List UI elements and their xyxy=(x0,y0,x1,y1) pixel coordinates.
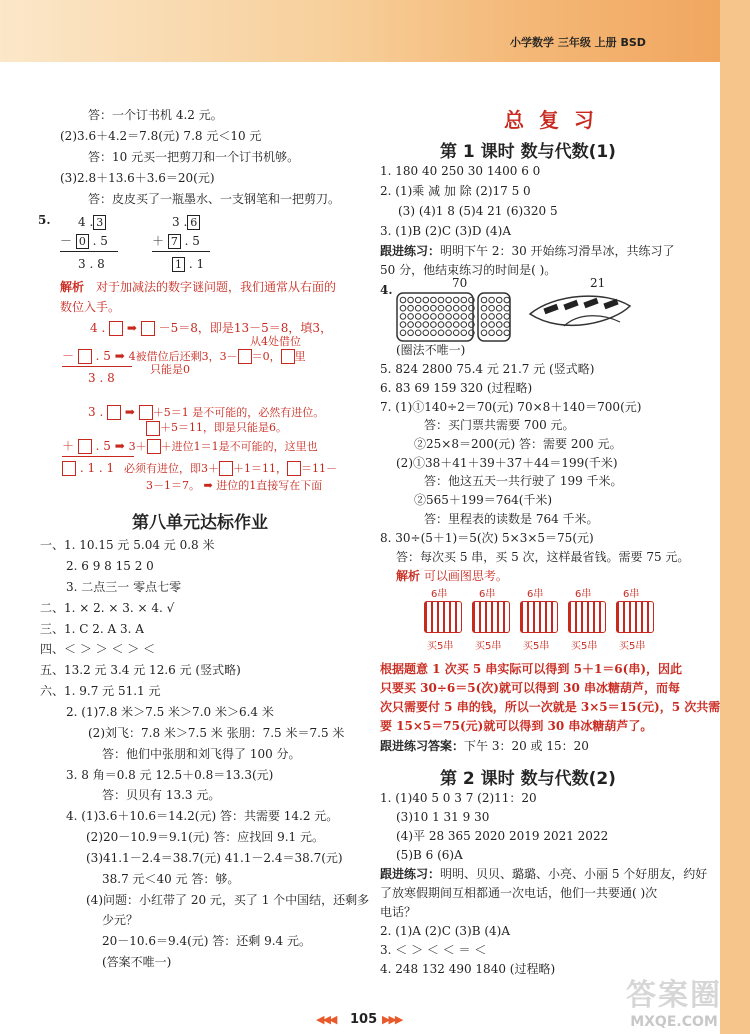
dot xyxy=(489,314,495,320)
answer-line: (4)平 28 365 2020 2019 2021 2022 xyxy=(396,829,609,843)
dot xyxy=(496,314,502,320)
dot xyxy=(431,330,437,336)
digit: 5 xyxy=(100,234,108,248)
blank-box xyxy=(109,321,123,336)
dot xyxy=(423,330,429,336)
dot xyxy=(453,314,459,320)
blank-box xyxy=(219,461,233,476)
analysis-text: 对于加减法的数字谜问题，我们通常从右面的 xyxy=(96,280,337,294)
note-text: 3＋ xyxy=(128,440,147,453)
dot xyxy=(504,314,510,320)
page-number: 105 xyxy=(350,1012,378,1027)
answer-line: (3) (4)1 8 (5)4 21 (6)320 5 xyxy=(398,204,558,218)
skewer-group xyxy=(470,585,510,657)
analysis-label: 解析 xyxy=(60,280,85,294)
note-text: 进位的1直接写在下面 xyxy=(216,479,323,492)
prev-arrow-icon: ◀◀◀ xyxy=(316,1013,336,1026)
skewer-label: 买5串 xyxy=(523,641,550,652)
follow-text: 明明下午 2：30 开始练习滑旱冰，共练习了 xyxy=(440,244,675,258)
dot xyxy=(453,322,459,328)
answer-box: 6 xyxy=(187,215,200,230)
note-text: ＋5＝1 是不可能的，必然有进位。 xyxy=(152,406,325,419)
blank-box xyxy=(141,321,155,336)
digit: 3 xyxy=(78,257,86,271)
answer-line: 三、1. C 2. A 3. A xyxy=(40,622,144,636)
dot xyxy=(461,305,467,311)
dot xyxy=(400,330,406,336)
skewer-label: 买5串 xyxy=(619,641,646,652)
dot xyxy=(453,305,459,311)
answer-line: 7. (1)①140÷2＝70(元) 70×8＋140＝700(元) xyxy=(380,400,642,414)
dot xyxy=(489,297,495,303)
note-text: ＋进位1＝1是不可能的，这里也 xyxy=(160,440,318,453)
skewer-label: 6串 xyxy=(527,589,544,600)
dot xyxy=(415,297,421,303)
dot xyxy=(453,330,459,336)
dot xyxy=(408,305,414,311)
answer-line: 3. 二点三一 零点七零 xyxy=(66,580,182,594)
explain-line: 次只需要付 5 串的钱，所以一次就是 3×5＝15(元)，5 次共需 xyxy=(380,700,721,714)
answer-line: (3)41.1－2.4＝38.7(元) 41.1－2.4＝38.7(元) xyxy=(86,851,343,865)
answer-box: 1 xyxy=(172,257,185,272)
blank-box xyxy=(139,405,153,420)
sum-line xyxy=(62,366,132,367)
skewer-bundle xyxy=(424,601,462,633)
answer-line: ②565＋199＝764(千米) xyxy=(414,493,553,507)
skewer-label: 买5串 xyxy=(571,641,598,652)
note-text: ＝0， xyxy=(251,350,281,363)
dot xyxy=(461,297,467,303)
dot xyxy=(431,322,437,328)
follow-text: 明明、贝贝、璐璐、小亮、小丽 5 个好朋友，约好 xyxy=(440,867,708,881)
question-number: 5. xyxy=(38,213,51,227)
sum-line xyxy=(152,251,210,252)
dot xyxy=(438,305,444,311)
skewer-bundle xyxy=(616,601,654,633)
follow-text: 了放寒假期间互相都通一次电话，他们一共要通( )次 xyxy=(380,886,658,900)
answer-line: 2. (1)7.8 米＞7.5 米＞7.0 米＞6.4 米 xyxy=(66,705,274,719)
dot xyxy=(461,314,467,320)
dot xyxy=(496,322,502,328)
dot xyxy=(423,322,429,328)
answer-box: 0 xyxy=(76,234,89,249)
note-text: (圈法不唯一) xyxy=(396,343,466,357)
dot xyxy=(431,314,437,320)
book-tag: 小学数学 三年级 上册 BSD xyxy=(510,36,646,49)
dot xyxy=(489,330,495,336)
skewer-group xyxy=(566,585,606,657)
analysis-text: 可以画图思考。 xyxy=(423,569,508,583)
note-text: 从4处借位 xyxy=(250,335,301,348)
dot xyxy=(400,305,406,311)
blank-box xyxy=(62,461,76,476)
answer-line: 答：每次买 5 串，买 5 次，这样最省钱。需要 75 元。 xyxy=(396,550,690,564)
answer-line: 答：他这五天一共行驶了 199 千米。 xyxy=(424,474,623,488)
arrow-icon: ➡ xyxy=(124,405,135,419)
blank-box xyxy=(238,349,252,364)
arrow-icon: ➡ xyxy=(126,321,137,335)
explain-line: 要 15×5＝75(元)就可以得到 30 串冰糖葫芦了。 xyxy=(380,719,653,733)
answer-line: (2)①38＋41＋39＋37＋44＝199(千米) xyxy=(396,456,618,470)
answer-line: 答：贝贝有 13.3 元。 xyxy=(102,788,221,802)
dot xyxy=(453,297,459,303)
dot xyxy=(408,330,414,336)
answer-line: 38.7 元＜40 元 答：够。 xyxy=(102,872,240,886)
figure-number: 21 xyxy=(590,276,606,290)
answer-box: 7 xyxy=(168,234,181,249)
explain-line: 根据题意 1 次买 5 串实际可以得到 5＋1＝6(串)，因此 xyxy=(380,662,682,676)
text-line: (2)3.6＋4.2＝7.8(元) 7.8 元＜10 元 xyxy=(60,129,262,143)
answer-line: 8. 30÷(5＋1)＝5(次) 5×3×5＝75(元) xyxy=(380,531,594,545)
blank-box xyxy=(281,349,295,364)
digit: 8 xyxy=(97,257,105,271)
text-line: 答：一个订书机 4.2 元。 xyxy=(88,108,223,122)
answer-line: (2)刘飞：7.8 米＞7.5 米 张朋：7.5 米＝7.5 米 xyxy=(88,726,345,740)
dot xyxy=(438,322,444,328)
sign: － xyxy=(60,234,73,248)
dot xyxy=(481,297,487,303)
follow-text: 电话？ xyxy=(380,905,417,919)
dot xyxy=(496,330,502,336)
answer-line: (答案不唯一) xyxy=(102,955,172,969)
dot xyxy=(496,305,502,311)
follow-label: 跟进练习答案： xyxy=(380,739,465,753)
skewer-group xyxy=(518,585,558,657)
follow-text: 50 分，他结束练习的时间是( )。 xyxy=(380,263,557,277)
answer-line: (2)20－10.9＝9.1(元) 答：应找回 9.1 元。 xyxy=(86,830,324,844)
skewer-group xyxy=(422,585,462,657)
unit-title: 第八单元达标作业 xyxy=(132,513,268,533)
dot xyxy=(415,305,421,311)
sign: ＋ xyxy=(152,234,165,248)
note-text: ＝11－ xyxy=(300,462,337,475)
skewer-label: 6串 xyxy=(575,589,592,600)
answer-line: 2. (1)乘 减 加 除 (2)17 5 0 xyxy=(380,184,531,198)
dot xyxy=(446,322,452,328)
dot-grid-figure xyxy=(396,292,512,342)
dot xyxy=(415,314,421,320)
skewer-bundle xyxy=(568,601,606,633)
dot xyxy=(481,330,487,336)
answer-line: 6. 83 69 159 320 (过程略) xyxy=(380,381,533,395)
answer-line: (5)B 6 (6)A xyxy=(396,848,463,862)
follow-label: 跟进练习： xyxy=(380,867,441,881)
answer-line: 答：买门票共需要 700 元。 xyxy=(424,418,575,432)
skewer-label: 6串 xyxy=(479,589,496,600)
answer-line: 四、＜ ＞ ＞ ＜ ＞ ＜ xyxy=(40,642,156,656)
note-text: 4被借位后还剩3，3－ xyxy=(128,350,238,363)
blank-box xyxy=(287,461,301,476)
answer-line: 2. 6 9 8 15 2 0 xyxy=(66,559,154,573)
skewer-label: 6串 xyxy=(623,589,640,600)
watermark: 答案圈 MXQE.COM xyxy=(626,978,722,1030)
answer-line: 20－10.6＝9.4(元) 答：还剩 9.4 元。 xyxy=(102,934,311,948)
blank-box xyxy=(78,439,92,454)
blank-box xyxy=(107,405,121,420)
arrow-icon: ➡ xyxy=(114,349,125,363)
answer-line: (3)10 1 31 9 30 xyxy=(396,810,490,824)
answer-line: ②25×8＝200(元) 答：需要 200 元。 xyxy=(414,437,622,451)
digit: 1 xyxy=(196,257,205,271)
digit: 4 xyxy=(78,215,86,229)
dot xyxy=(400,322,406,328)
dot xyxy=(446,297,452,303)
dot xyxy=(423,314,429,320)
dot xyxy=(504,297,510,303)
note-text: 只能是0 xyxy=(150,363,190,376)
dot xyxy=(504,305,510,311)
answer-line: 4. 248 132 490 1840 (过程略) xyxy=(380,962,556,976)
answer-line: 少元？ xyxy=(102,913,139,927)
answer-line: 六、1. 9.7 元 51.1 元 xyxy=(40,684,161,698)
answer-line: (4)问题：小红带了 20 元，买了 1 个中国结，还剩多 xyxy=(86,893,370,907)
dot xyxy=(446,305,452,311)
dot xyxy=(400,297,406,303)
note-text: 里 xyxy=(294,350,306,363)
note-text: －5＝8，即是13－5＝8，填3， xyxy=(158,321,333,335)
dot xyxy=(446,314,452,320)
blank-box xyxy=(146,421,160,436)
text-line: (3)2.8＋13.6＋3.6＝20(元) xyxy=(60,171,215,185)
dot xyxy=(446,330,452,336)
answer-line: 1. (1)40 5 0 3 7 (2)11：20 xyxy=(380,791,537,805)
sum-line xyxy=(62,456,134,457)
skewer-group xyxy=(614,585,654,657)
dot xyxy=(496,297,502,303)
dot xyxy=(408,297,414,303)
section-title: 总 复 习 xyxy=(504,108,598,132)
analysis-text: 数位入手。 xyxy=(60,300,121,314)
dot xyxy=(408,314,414,320)
lesson-title: 第 2 课时 数与代数(2) xyxy=(440,769,616,789)
answer-line: 答：他们中张朋和刘飞得了 100 分。 xyxy=(102,747,301,761)
figure-number: 70 xyxy=(452,276,468,290)
answer-line: 5. 824 2800 75.4 元 21.7 元 (竖式略) xyxy=(380,362,595,376)
answer-line: 一、1. 10.15 元 5.04 元 0.8 米 xyxy=(40,538,215,552)
dot xyxy=(415,330,421,336)
next-arrow-icon: ▶▶▶ xyxy=(382,1013,402,1026)
answer-line: 二、1. × 2. × 3. × 4. √ xyxy=(40,601,175,615)
dot xyxy=(423,297,429,303)
note-text: 3－1＝7。 xyxy=(146,479,200,492)
digit: 5 xyxy=(192,234,200,248)
skewer-bundle xyxy=(520,601,558,633)
lesson-title: 第 1 课时 数与代数(1) xyxy=(440,142,616,162)
question-number: 4. xyxy=(380,283,393,297)
dot xyxy=(461,330,467,336)
sum-line xyxy=(60,251,118,252)
dot xyxy=(438,330,444,336)
dot xyxy=(423,305,429,311)
arrow-icon: ➡ xyxy=(203,479,213,492)
dot xyxy=(431,305,437,311)
skewer-figure xyxy=(422,585,662,657)
dot xyxy=(461,322,467,328)
answer-line: 2. (1)A (2)C (3)B (4)A xyxy=(380,924,511,938)
answer-line: 3. ＜ ＞ ＜ ＜ ＝ ＜ xyxy=(380,943,487,957)
dot xyxy=(408,322,414,328)
skewer-bundle xyxy=(472,601,510,633)
blank-box xyxy=(78,349,92,364)
dot xyxy=(489,305,495,311)
skewer-label: 买5串 xyxy=(427,641,454,652)
note-text: ＋5＝11，即是只能是6。 xyxy=(160,421,287,434)
dot xyxy=(481,314,487,320)
dot xyxy=(481,322,487,328)
page-header-band xyxy=(0,0,750,62)
sticks-figure xyxy=(524,292,636,338)
answer-line: 3. (1)B (2)C (3)D (4)A xyxy=(380,224,511,238)
note-text: 必须有进位，即3＋ xyxy=(123,462,219,475)
answer-line: 1. 180 40 250 30 1400 6 0 xyxy=(380,164,541,178)
answer-line: 答：里程表的读数是 764 千米。 xyxy=(424,512,599,526)
analysis-label: 解析 xyxy=(396,569,421,583)
follow-text: 下午 3：20 或 15：20 xyxy=(464,739,589,753)
follow-label: 跟进练习： xyxy=(380,244,441,258)
dot xyxy=(438,297,444,303)
dot xyxy=(438,314,444,320)
digit: 3 xyxy=(172,215,180,229)
skewer-label: 6串 xyxy=(431,589,448,600)
text-line: 答：10 元买一把剪刀和一个订书机够。 xyxy=(88,150,300,164)
answer-line: 4. (1)3.6＋10.6＝14.2(元) 答：共需要 14.2 元。 xyxy=(66,809,339,823)
dot xyxy=(504,330,510,336)
answer-line: 3. 8 角＝0.8 元 12.5＋0.8＝13.3(元) xyxy=(66,768,274,782)
blank-box xyxy=(147,439,161,454)
answer-box: 3 xyxy=(93,215,106,230)
note-text: ＋1＝11， xyxy=(232,462,287,475)
dot xyxy=(431,297,437,303)
explain-line: 只要买 30÷6＝5(次)就可以得到 30 串冰糖葫芦，而每 xyxy=(380,681,681,695)
skewer-label: 买5串 xyxy=(475,641,502,652)
dot xyxy=(400,314,406,320)
dot xyxy=(489,322,495,328)
dot xyxy=(415,322,421,328)
arrow-icon: ➡ xyxy=(114,439,125,453)
dot xyxy=(481,305,487,311)
page-side-strip xyxy=(720,0,750,1034)
text-line: 答：皮皮买了一瓶墨水、一支钢笔和一把剪刀。 xyxy=(88,192,341,206)
answer-line: 五、13.2 元 3.4 元 12.6 元 (竖式略) xyxy=(40,663,241,677)
dot xyxy=(504,322,510,328)
